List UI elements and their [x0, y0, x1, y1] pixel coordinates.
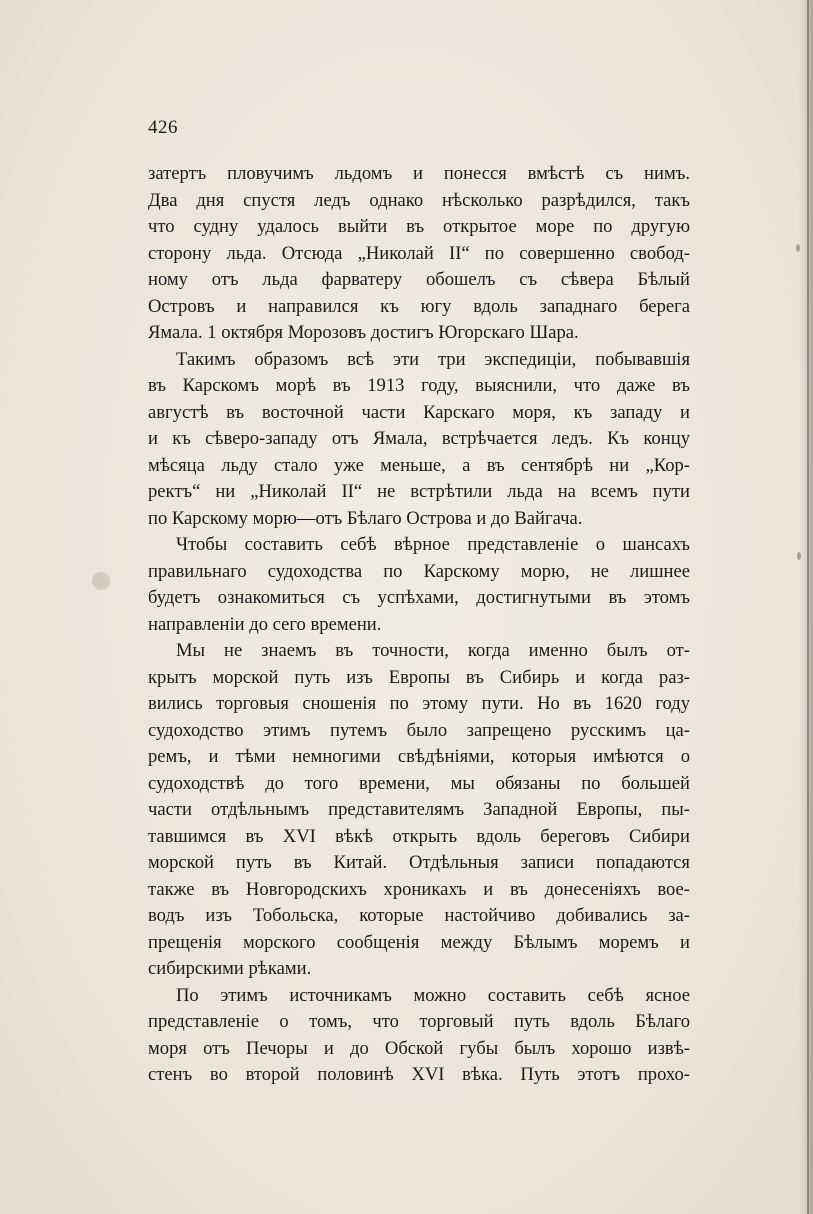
text-line: Островъ и направился къ югу вдоль западнаго берега: [148, 295, 690, 317]
text-line: по Карскому морю—отъ Бѣлаго Острова и до Вайгача.: [148, 507, 583, 529]
text-line: тавшимся въ XVI вѣкѣ открыть вдоль береговъ Сибири: [148, 825, 690, 847]
page-number: 426: [148, 117, 178, 138]
text-line: Чтобы составить себѣ вѣрное представленіе о шансахъ: [176, 534, 690, 555]
text-line: мѣсяца льду стало уже меньше, а въ сентябрѣ ни „Кор-: [148, 454, 690, 476]
text-line: сторону льда. Отсюда „Николай II“ по совершенно свобод-: [148, 242, 690, 264]
text-line: направленіи до сего времени.: [148, 613, 382, 635]
text-line: также въ Новгородскихъ хроникахъ и въ донесеніяхъ вое-: [148, 878, 690, 900]
text-line: судоходство этимъ путемъ было запрещено русскимъ ца-: [148, 719, 690, 741]
text-line: правильнаго судоходства по Карскому морю, не лишнее: [148, 560, 690, 582]
text-line: затертъ пловучимъ льдомъ и понесся вмѣстѣ съ нимъ.: [148, 163, 690, 184]
text-line: стенъ во второй половинѣ XVI вѣка. Путь этотъ прохо-: [148, 1064, 690, 1085]
text-line: сибирскими рѣками.: [148, 958, 312, 979]
page-edge-shadow: [799, 0, 813, 1214]
text-line: Такимъ образомъ всѣ эти три экспедиціи, побывавшія: [176, 348, 690, 370]
paper-speck: [797, 552, 801, 560]
text-line: будетъ ознакомиться съ успѣхами, достигнутыми въ этомъ: [148, 587, 690, 608]
text-line: прещенія морского сообщенія между Бѣлымъ моремъ и: [148, 931, 690, 953]
body-text: [148, 161, 690, 1089]
text-line: части отдѣльнымъ представителямъ Западной Европы, пы-: [148, 799, 690, 820]
text-line: судоходствѣ до того времени, мы обязаны по большей: [148, 772, 690, 794]
page-edge-line: [807, 0, 809, 1214]
text-line: ному отъ льда фарватеру обошелъ съ сѣвера Бѣлый: [148, 269, 690, 290]
text-line: Два дня спустя ледъ однако нѣсколько разрѣдился, такъ: [148, 189, 690, 211]
text-line: что судну удалось выйти въ открытое море по другую: [148, 216, 690, 237]
text-line: и къ сѣверо-западу отъ Ямала, встрѣчается ледъ. Къ концу: [148, 428, 690, 449]
text-line: Ямала. 1 октября Морозовъ достигъ Югорскаго Шара.: [148, 322, 579, 343]
text-line: представленіе о томъ, что торговый путь вдоль Бѣлаго: [148, 1011, 690, 1032]
text-line: Мы не знаемъ въ точности, когда именно былъ от-: [176, 640, 690, 661]
text-line: морской путь въ Китай. Отдѣльныя записи попадаются: [148, 852, 690, 873]
paper-speck: [92, 572, 110, 590]
text-line: водъ изъ Тобольска, которые настойчиво добивались за-: [148, 905, 690, 926]
text-line: вились торговыя сношенія по этому пути. Но въ 1620 году: [148, 693, 690, 714]
text-line: моря отъ Печоры и до Обской губы былъ хорошо извѣ-: [148, 1037, 690, 1059]
text-line: крытъ морской путь изъ Европы въ Сибирь и когда раз-: [148, 666, 690, 688]
text-line: ремъ, и тѣми немногими свѣдѣніями, которыя имѣются о: [148, 746, 690, 767]
paper-speck: [796, 244, 800, 252]
text-line: По этимъ источникамъ можно составить себѣ ясное: [176, 984, 690, 1006]
text-line: въ Карскомъ морѣ въ 1913 году, выяснили, что даже въ: [148, 375, 690, 396]
text-line: августѣ въ восточной части Карскаго моря, къ западу и: [148, 401, 690, 423]
text-line: ректъ“ ни „Николай II“ не встрѣтили льда на всемъ пути: [148, 481, 690, 502]
